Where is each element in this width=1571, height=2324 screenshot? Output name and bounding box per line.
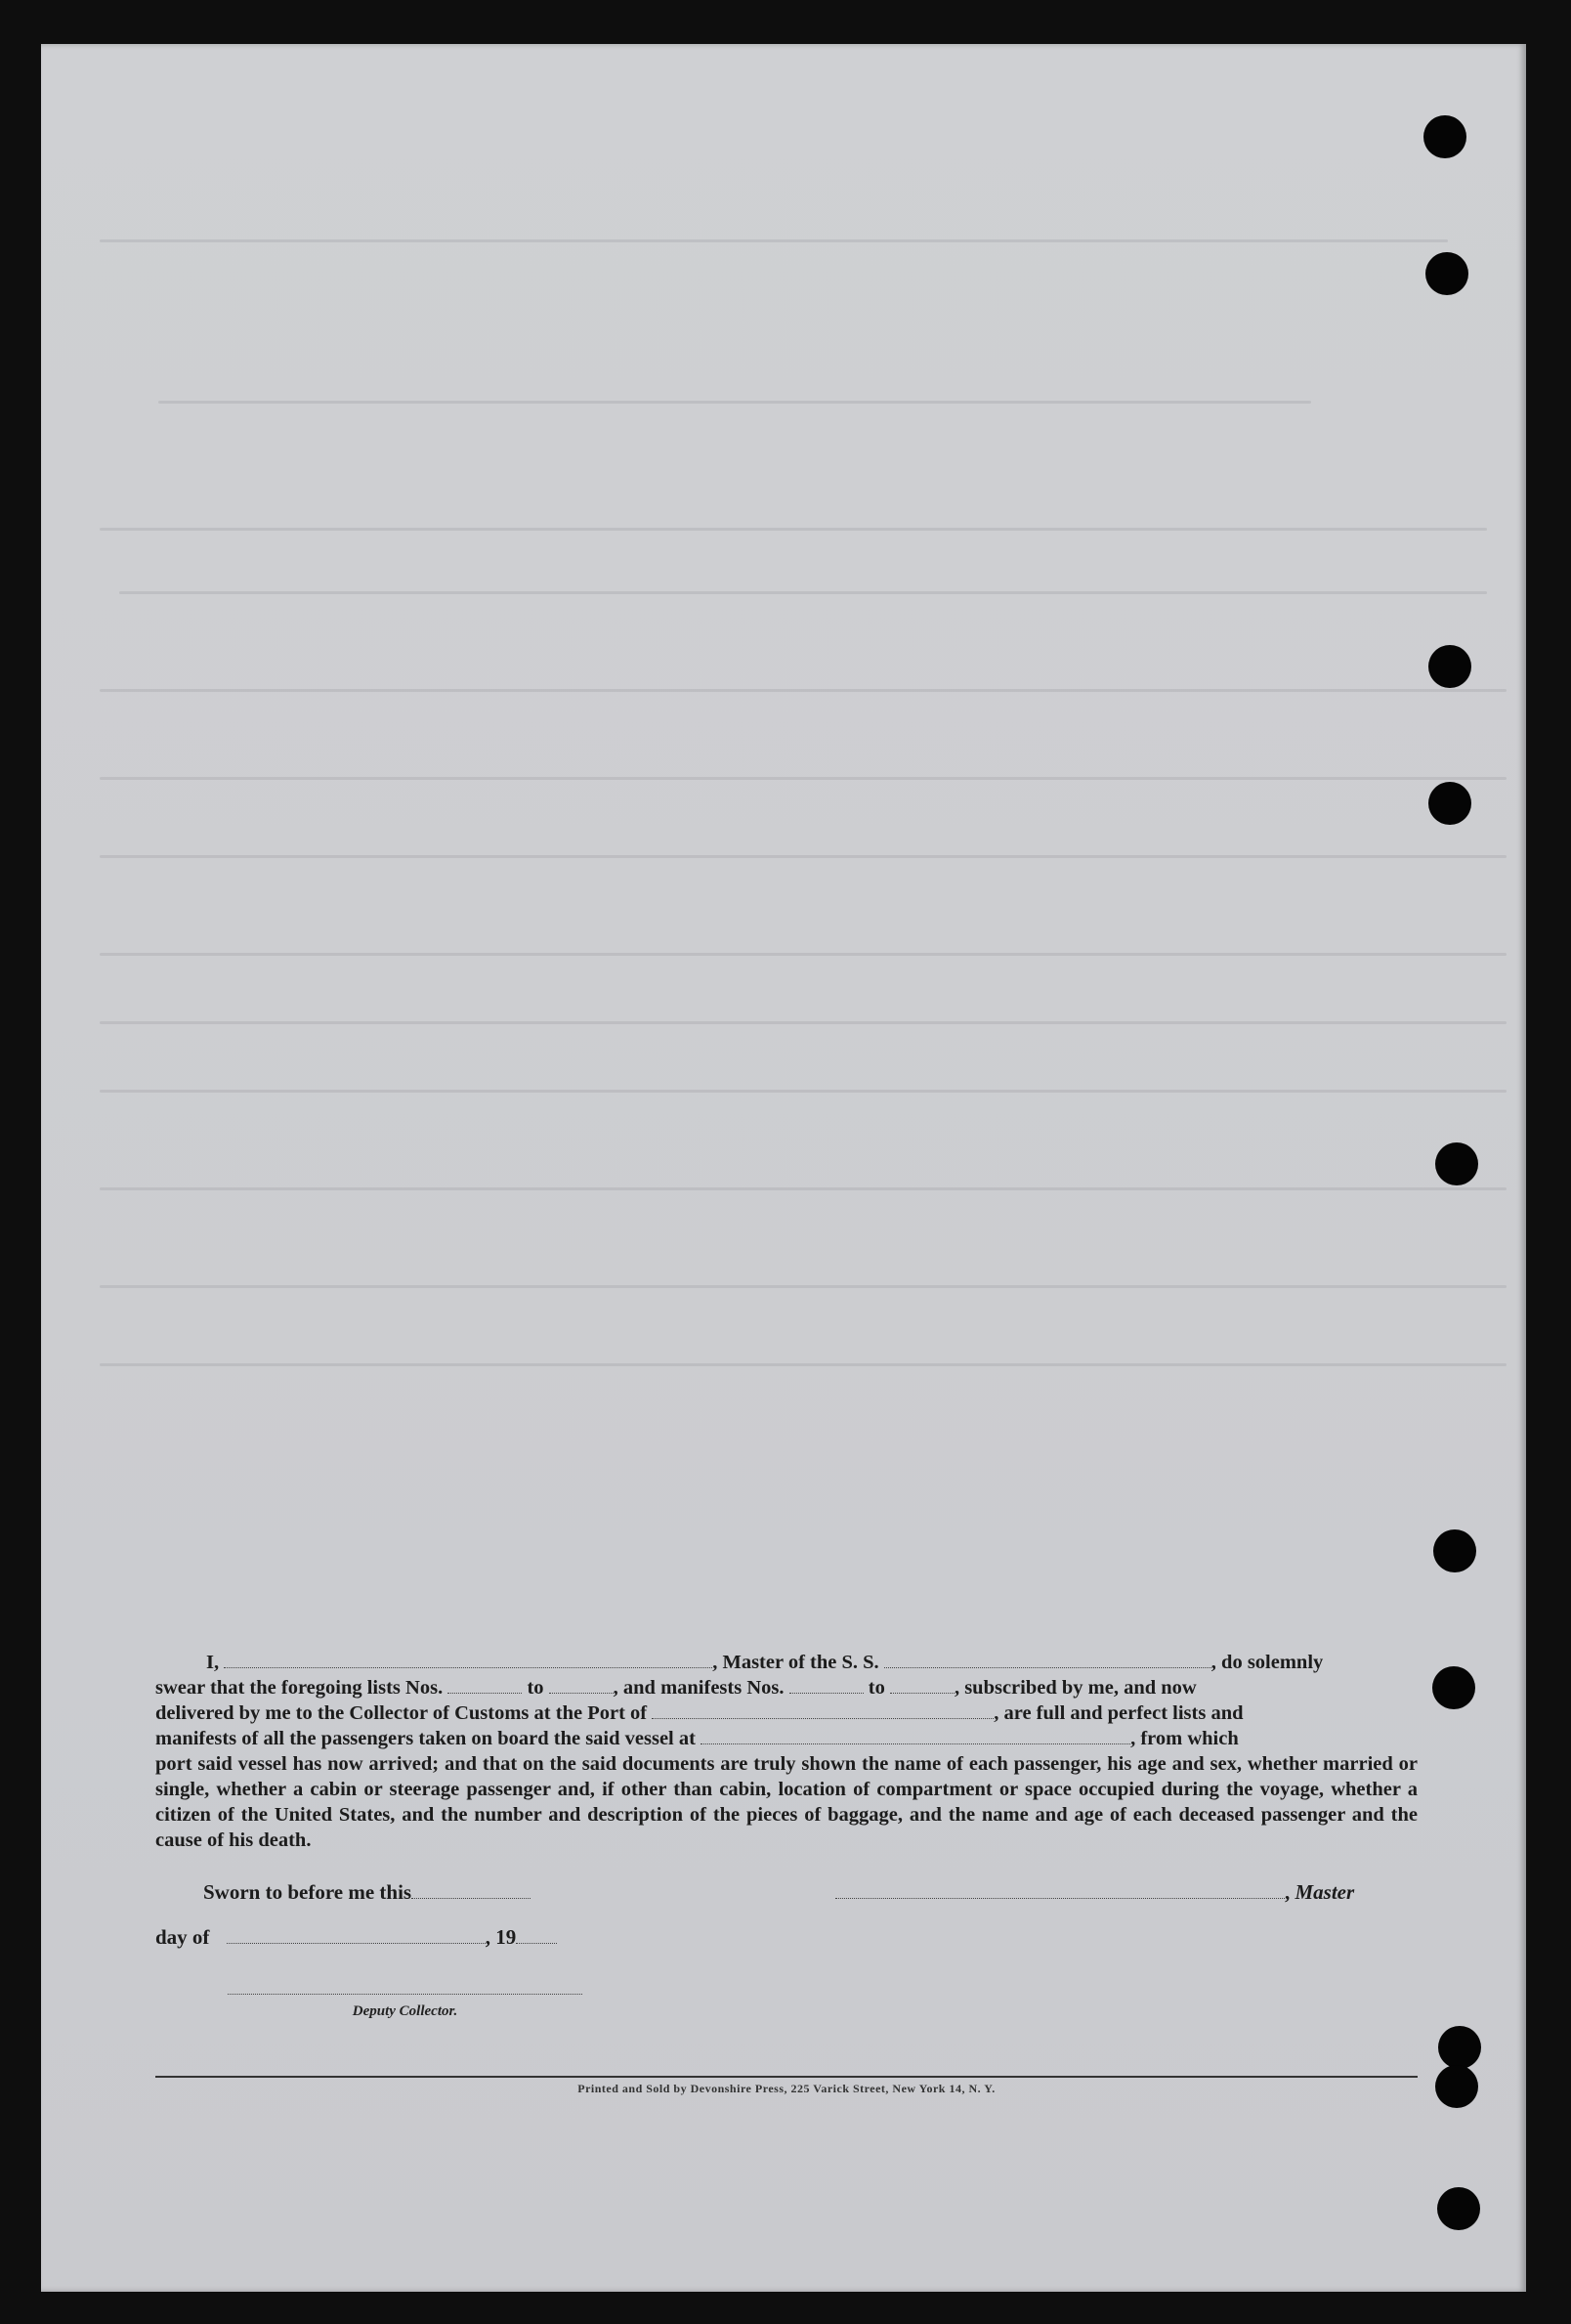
year-blank[interactable] — [516, 1929, 557, 1944]
affidavit-text: , and manifests Nos. — [613, 1677, 785, 1699]
affidavit-text: , subscribed by me, and now — [954, 1677, 1197, 1699]
affidavit-text: to — [868, 1677, 885, 1699]
affidavit-body: port said vessel has now arrived; and that on the said documents are truly shown the name of each passenger, his age and sex, whether married or single, whether a cabin or steerage passenger and, if other than cabin, location of compartment or space occupied during the voyage, whether a citizen of the United States, and the number and description of the pieces of baggage, and the name and age of each deceased passenger and the cause of his death. — [155, 1753, 1418, 1851]
port-of-departure-blank[interactable] — [701, 1730, 1130, 1744]
master-signature-line — [835, 1880, 1354, 1905]
affidavit-text: , are full and perfect lists and — [994, 1702, 1244, 1724]
punch-hole — [1438, 2026, 1481, 2069]
lists-to-blank[interactable] — [549, 1679, 614, 1694]
bleed-through-line — [158, 401, 1311, 404]
bleed-through-line — [100, 1363, 1507, 1366]
deputy-collector-signature[interactable] — [228, 1994, 582, 2020]
vessel-name-blank[interactable] — [884, 1654, 1211, 1668]
bleed-through-line — [100, 239, 1448, 242]
master-label: Master — [1295, 1880, 1355, 1904]
punch-hole — [1432, 1666, 1475, 1709]
punch-hole — [1423, 115, 1466, 158]
bleed-through-line — [100, 1285, 1507, 1288]
punch-hole — [1428, 645, 1471, 688]
affidavit-text: manifests of all the passengers taken on board the said vessel at — [155, 1728, 696, 1749]
affidavit-text: , do solemnly — [1210, 1652, 1324, 1673]
bleed-through-line — [100, 777, 1507, 780]
affidavit-text: delivered by me to the Collector of Customs at the Port of — [155, 1702, 648, 1724]
master-name-blank[interactable] — [224, 1654, 712, 1668]
sworn-date-blank[interactable] — [411, 1884, 531, 1899]
day-of-line — [155, 1925, 557, 1950]
lists-from-blank[interactable] — [447, 1679, 522, 1694]
manifests-to-blank[interactable] — [890, 1679, 955, 1694]
bleed-through-line — [100, 1187, 1507, 1190]
affidavit-text: swear that the foregoing lists Nos. — [155, 1677, 444, 1699]
punch-hole — [1435, 1142, 1478, 1185]
punch-hole — [1428, 782, 1471, 825]
printer-imprint: Printed and Sold by Devonshire Press, 225 Varick Street, New York 14, N. Y. — [577, 2082, 996, 2095]
punch-hole — [1437, 2187, 1480, 2230]
master-signature-blank[interactable] — [835, 1884, 1285, 1899]
punch-hole — [1433, 1529, 1476, 1572]
sworn-line — [203, 1880, 531, 1905]
form-sheet — [41, 44, 1526, 2292]
bleed-through-line — [100, 528, 1487, 531]
bleed-through-line — [100, 1090, 1507, 1093]
bleed-through-line — [100, 1021, 1507, 1024]
footer-rule — [155, 2076, 1418, 2078]
year-prefix: , 19 — [485, 1925, 517, 1949]
port-of-arrival-blank[interactable] — [652, 1704, 994, 1719]
affidavit-line-1 — [155, 1650, 1418, 1675]
manifests-from-blank[interactable] — [789, 1679, 864, 1694]
day-of-label: day of — [155, 1925, 210, 1949]
affidavit-line-2 — [155, 1675, 1418, 1700]
affidavit-text: to — [527, 1677, 544, 1699]
bleed-through-line — [100, 689, 1507, 692]
affidavit-text: , Master of the S. S. — [712, 1652, 879, 1673]
sworn-label: Sworn to before me this — [203, 1880, 412, 1904]
affidavit-line-4 — [155, 1726, 1418, 1751]
month-blank[interactable] — [227, 1929, 486, 1944]
affidavit-line-3 — [155, 1700, 1418, 1726]
deputy-collector-label: Deputy Collector. — [352, 2003, 458, 2019]
bleed-through-line — [100, 855, 1507, 858]
bleed-through-line — [100, 953, 1507, 956]
affidavit-text: I, — [206, 1652, 220, 1673]
affidavit-paragraph — [155, 1650, 1418, 1853]
punch-hole — [1425, 252, 1468, 295]
punch-hole — [1435, 2065, 1478, 2108]
affidavit-text: , from which — [1130, 1728, 1239, 1749]
master-comma: , — [1285, 1880, 1291, 1904]
bleed-through-line — [119, 591, 1487, 594]
